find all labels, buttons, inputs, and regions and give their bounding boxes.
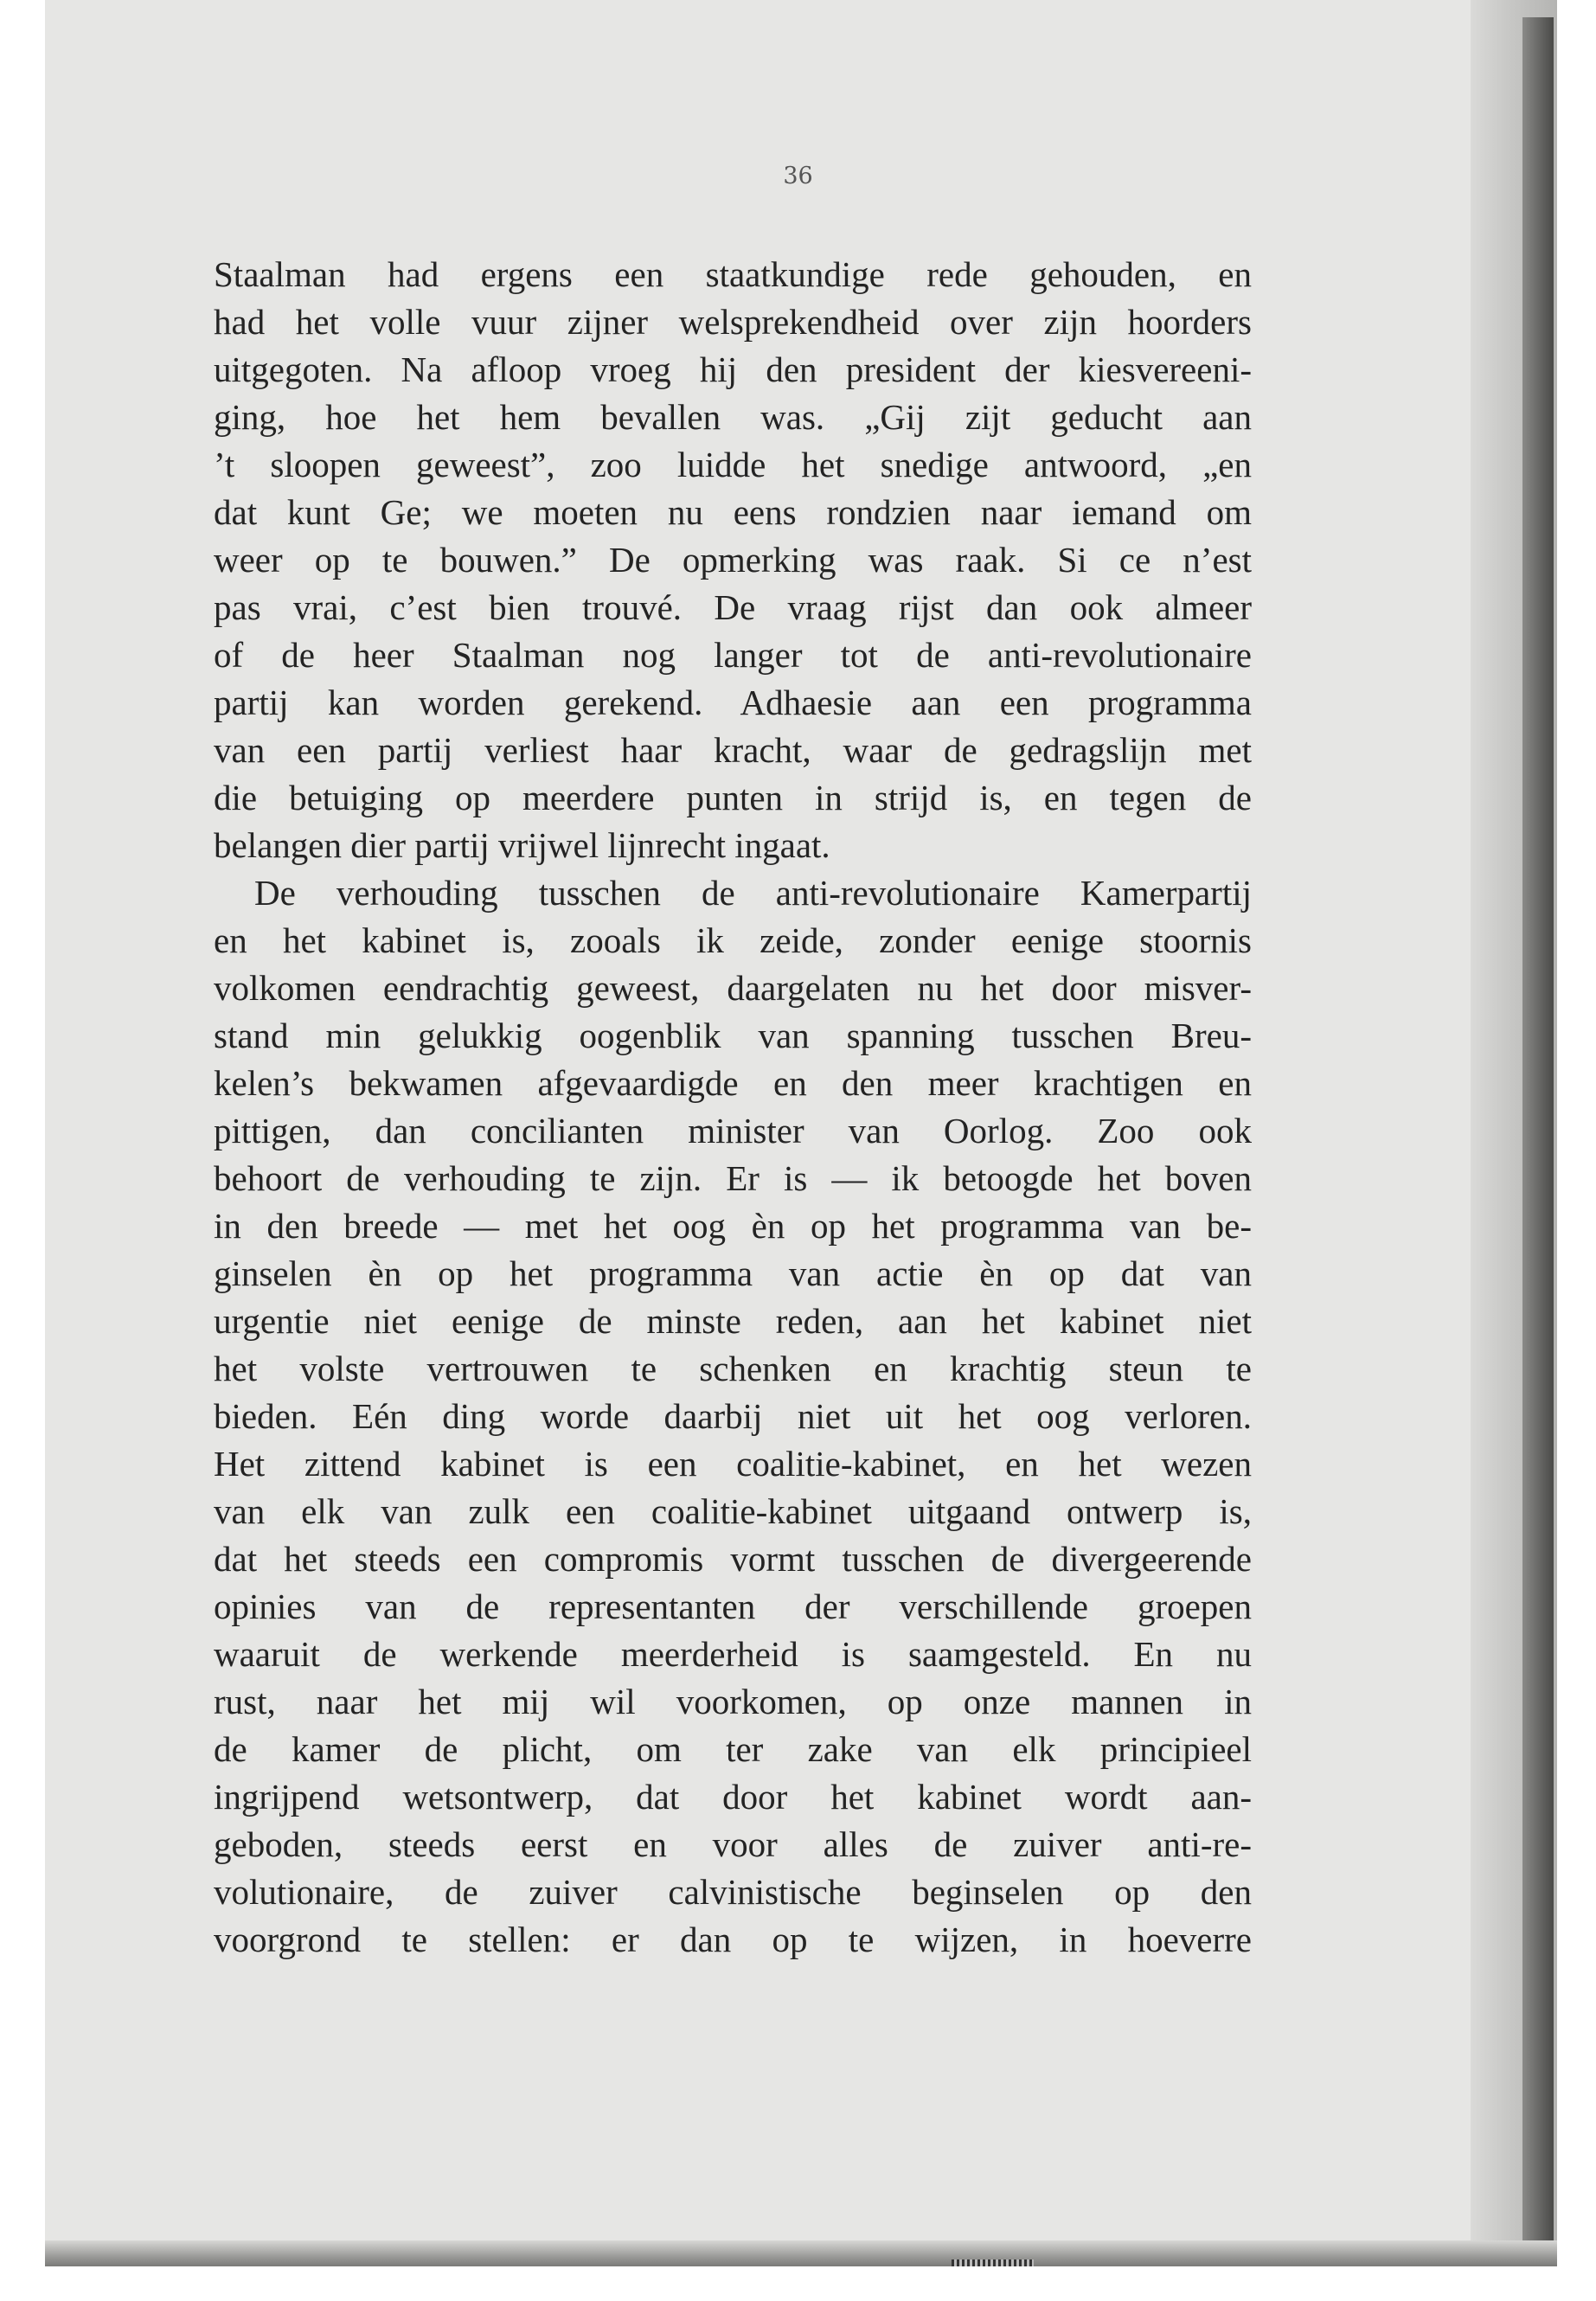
text-line: urgentie niet eenige de minste reden, aan het kabinet niet (214, 1301, 1252, 1341)
text-line: volutionaire, de zuiver calvinistische beginselen op den (214, 1872, 1252, 1912)
text-line: in den breede — met het oog èn op het programma van be- (214, 1206, 1252, 1246)
scan-artifact (952, 2259, 1034, 2266)
text-line: waaruit de werkende meerderheid is saamgesteld. En nu (214, 1634, 1252, 1674)
text-line: ginselen èn op het programma van actie èn op dat van (214, 1253, 1252, 1293)
text-line: ’t sloopen geweest”, zoo luidde het snedige antwoord, „en (214, 445, 1252, 484)
text-line: had het volle vuur zijner welsprekendheid over zijn hoorders (214, 302, 1252, 342)
text-line: van een partij verliest haar kracht, waar de gedragslijn met (214, 730, 1252, 770)
text-line: en het kabinet is, zooals ik zeide, zonder eenige stoornis (214, 920, 1252, 960)
text-line: partij kan worden gerekend. Adhaesie aan een programma (214, 683, 1252, 722)
page-edge (1522, 17, 1554, 2249)
text-line: rust, naar het mij wil voorkomen, op onze mannen in (214, 1682, 1252, 1721)
text-line: Staalman had ergens een staatkundige rede gehouden, en (214, 254, 1252, 294)
text-line: dat kunt Ge; we moeten nu eens rondzien naar iemand om (214, 492, 1252, 532)
text-line: pittigen, dan conciliаnten minister van Oorlog. Zoo ook (214, 1111, 1252, 1150)
text-line: voorgrond te stellen: er dan op te wijzen, in hoeverre (214, 1920, 1252, 1959)
page-number: 36 (783, 163, 813, 189)
text-line: bieden. Eén ding worde daarbij niet uit het oog verloren. (214, 1396, 1252, 1436)
text-line: kelen’s bekwamen afgevaardigde en den meer krachtigen en (214, 1063, 1252, 1103)
text-line: weer op te bouwen.” De opmerking was raak. Si ce n’est (214, 540, 1252, 580)
text-line: de kamer de plicht, om ter zake van elk principieel (214, 1729, 1252, 1769)
text-line: behoort de verhouding te zijn. Er is — ik betoogde het boven (214, 1158, 1252, 1198)
text-line: Het zittend kabinet is een coalitie-kabinet, en het wezen (214, 1444, 1252, 1484)
text-line: die betuiging op meerdere punten in strijd is, en tegen de (214, 778, 1252, 817)
text-line: stand min gelukkig oogenblik van spanning tusschen Breu- (214, 1016, 1252, 1055)
text-line: opinies van de representanten der verschillende groepen (214, 1586, 1252, 1626)
text-line: pas vrai, c’est bien trouvé. De vraag rijst dan ook almeer (214, 587, 1252, 627)
body-text (214, 251, 1252, 1964)
text-line: belangen dier partij vrijwel lijnrecht ingaat. (214, 825, 830, 865)
text-line: De verhouding tusschen de anti-revolutionaire Kamerpartij (254, 873, 1252, 913)
text-line: het volste vertrouwen te schenken en krachtig steun te (214, 1349, 1252, 1388)
text-line: geboden, steeds eerst en voor alles de zuiver anti-re- (214, 1824, 1252, 1864)
text-line: uitgegoten. Na afloop vroeg hij den president der kiesvereeni- (214, 349, 1252, 389)
text-line: ging, hoe het hem bevallen was. „Gij zijt geducht aan (214, 397, 1252, 437)
text-line: ingrijpend wetsontwerp, dat door het kabinet wordt aan- (214, 1777, 1252, 1817)
text-line: van elk van zulk een coalitie-kabinet uitgaand ontwerp is, (214, 1491, 1252, 1531)
bottom-edge-shadow (45, 2240, 1557, 2266)
text-line: of de heer Staalman nog langer tot de anti-revolutionaire (214, 635, 1252, 675)
text-line: dat het steeds een compromis vormt tusschen de divergeerende (214, 1539, 1252, 1579)
text-line: volkomen eendrachtig geweest, daargelaten nu het door misver- (214, 968, 1252, 1008)
